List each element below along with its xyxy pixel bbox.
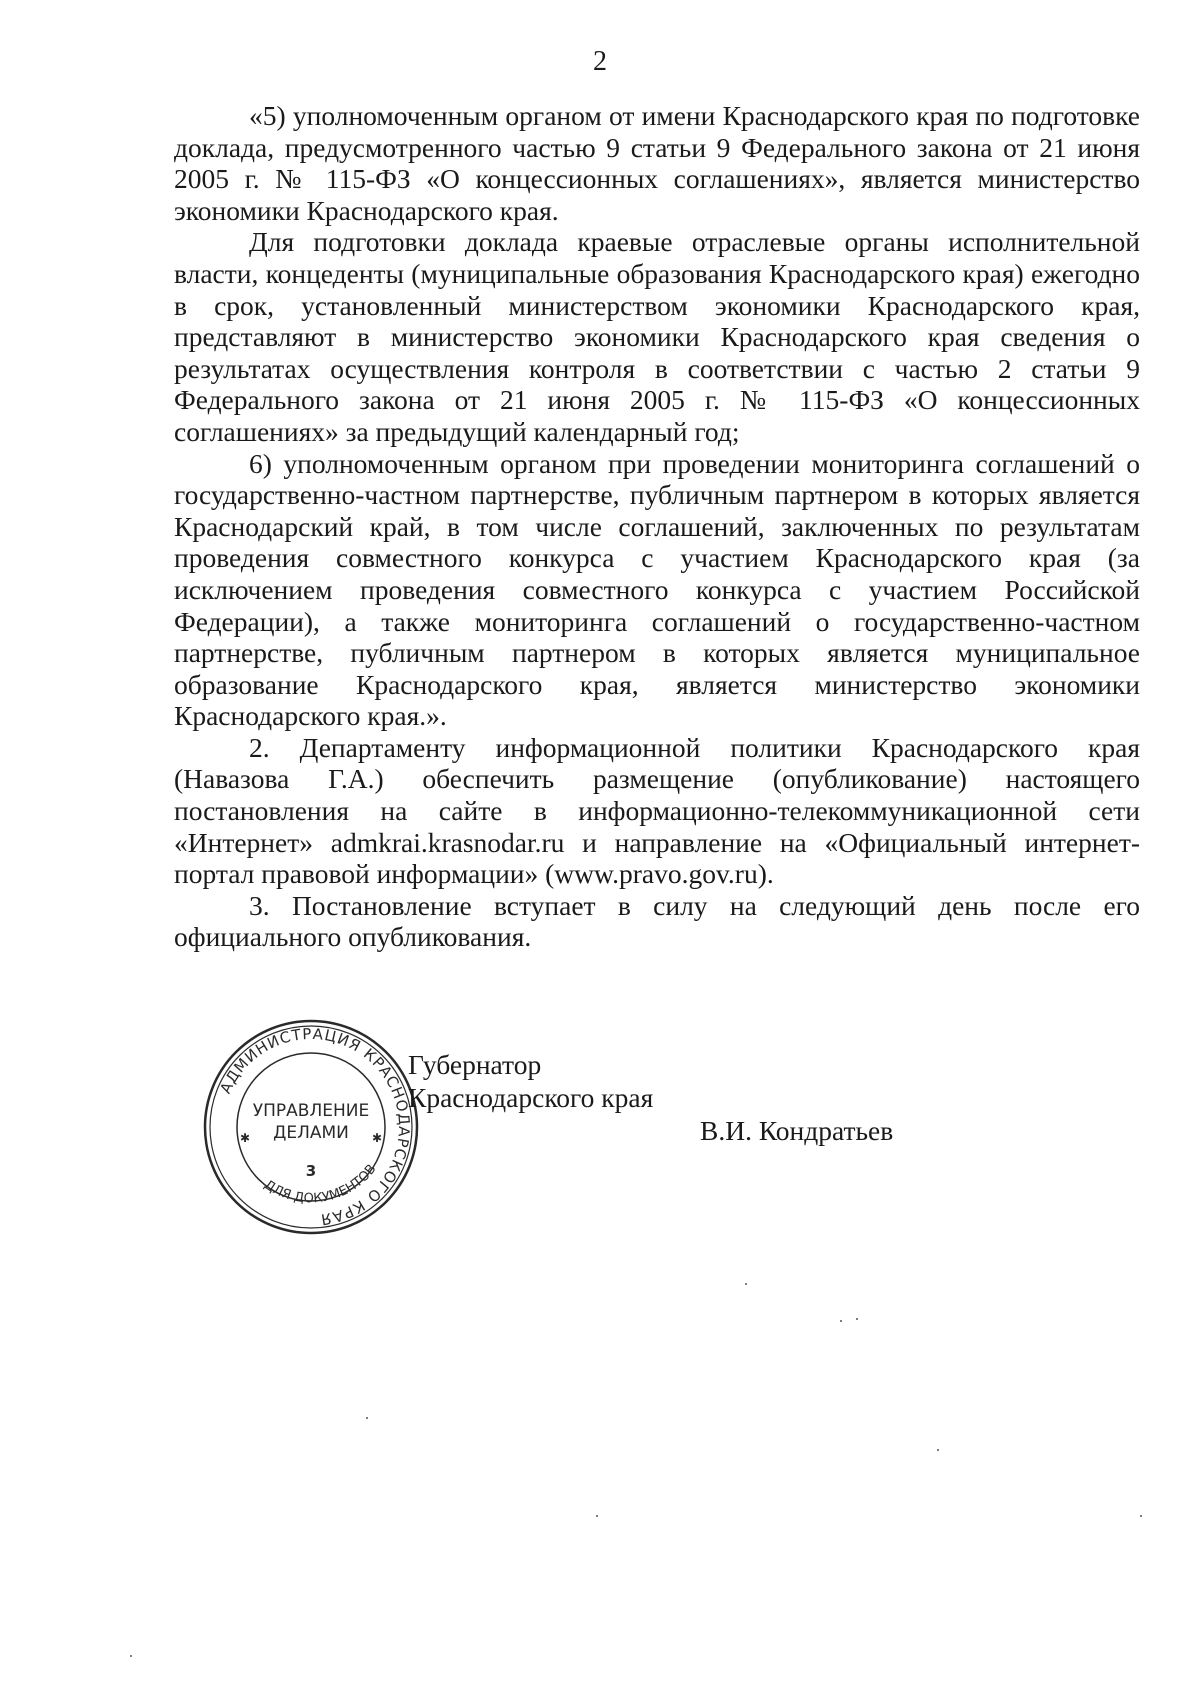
scan-speck xyxy=(856,1318,858,1320)
scan-speck xyxy=(840,1320,842,1322)
scan-speck xyxy=(366,1417,368,1419)
paragraph-item-5: «5) уполномоченным органом от имени Краснодарского края по подготовке доклада, предусмотренного частью 9 статьи 9 Федерального закона от 21 июня 2005 г. № 115-ФЗ «О концессионных соглашениях», является министерство экономики Краснодарского края. xyxy=(174,100,1140,226)
paragraph-report-preparation: Для подготовки доклада краевые отраслевые органы исполнительной власти, концеденты (муниципальные образования Краснодарского края) ежегодно в срок, установленный министерством экономики Краснодарского края, представляют в министерство экономики Краснодарского края сведения о результатах осуществления контроля в соответствии с частью 2 статьи 9 Федерального закона от 21 июня 2005 г. № 115-ФЗ «О концессионных соглашениях» за предыдущий календарный год; xyxy=(174,226,1140,447)
signature-title xyxy=(408,1048,653,1114)
signatory-name: В.И. Кондратьев xyxy=(700,1115,894,1146)
scan-speck xyxy=(130,1655,132,1657)
paragraph-point-3: 3. Постановление вступает в силу на следующий день после его официального опубликования. xyxy=(174,889,1140,953)
star-icon: ✱ xyxy=(372,1131,383,1145)
signature-title-line1: Губернатор xyxy=(408,1049,542,1080)
star-icon: ✱ xyxy=(240,1131,251,1145)
scan-speck xyxy=(937,1449,939,1451)
page-number: 2 xyxy=(593,46,607,77)
stamp-bottom-text: ДЛЯ ДОКУМЕНТОВ xyxy=(261,1161,380,1207)
document-body xyxy=(174,100,1140,953)
official-stamp xyxy=(200,1016,422,1238)
scan-speck xyxy=(596,1515,598,1517)
stamp-center-line1: УПРАВЛЕНИЕ xyxy=(252,1101,370,1121)
stamp-number: 3 xyxy=(305,1162,317,1180)
paragraph-item-6: 6) уполномоченным органом при проведении мониторинга соглашений о государственно-частном партнерстве, публичным партнером в которых является Краснодарский край, в том числе соглашений, заключенных по результатам проведения совместного конкурса с участием Краснодарского края (за исключением проведения совместного конкурса с участием Российской Федерации), а также мониторинга соглашений о государственно-частном партнерстве, публичным партнером в которых является муниципальное образование Краснодарского края, является министерство экономики Краснодарского края.». xyxy=(174,447,1140,732)
stamp-outer-text: АДМИНИСТРАЦИЯ КРАСНОДАРСКОГО КРАЯ xyxy=(216,1024,414,1229)
scan-speck xyxy=(745,1283,747,1285)
scan-speck xyxy=(1140,1515,1142,1517)
signature-title-line2: Краснодарского края xyxy=(408,1082,654,1113)
paragraph-point-2: 2. Департаменту информационной политики Краснодарского края (Навазова Г.А.) обеспечить размещение (опубликование) настоящего постановления на сайте в информационно-телекоммуникационной сети «Интернет» admkrai.krasnodar.ru и направление на «Официальный интернет-портал правовой информации» (www.pravo.gov.ru). xyxy=(174,731,1140,890)
stamp-center-line2: ДЕЛАМИ xyxy=(273,1123,349,1143)
